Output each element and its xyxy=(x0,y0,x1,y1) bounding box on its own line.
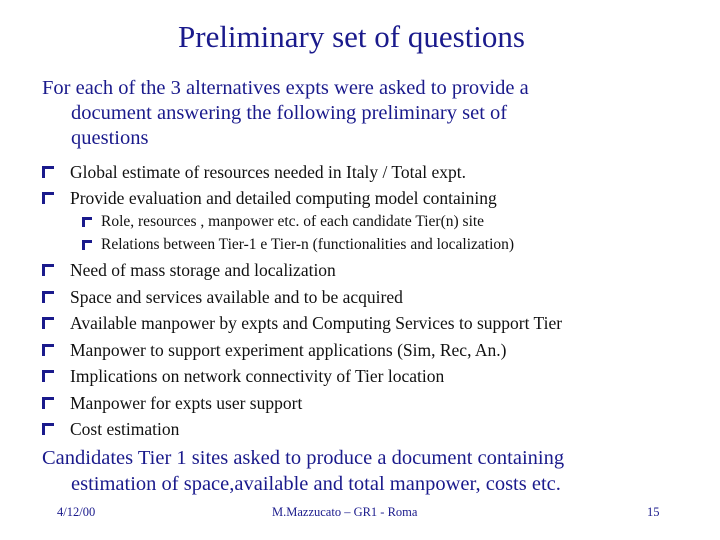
intro-line-1: For each of the 3 alternatives expts were asked to provide a xyxy=(42,77,529,99)
list-item xyxy=(42,310,562,337)
intro-paragraph xyxy=(42,76,642,151)
square-bullet-icon xyxy=(42,317,54,329)
list-item xyxy=(82,233,514,256)
footer-author: M.Mazzucato – GR1 - Roma xyxy=(272,505,418,519)
list-item-text: Cost estimation xyxy=(70,419,180,439)
main-bullet-list xyxy=(42,257,562,443)
outro-line-2: estimation of space,available and total manpower, costs etc. xyxy=(71,473,561,495)
list-item-text: Space and services available and to be acquired xyxy=(70,286,403,307)
list-item-text: Relations between Tier-1 e Tier-n (functionalities and localization) xyxy=(101,236,515,253)
intro-line-3: questions xyxy=(71,127,149,149)
list-item-text: Global estimate of resources needed in Italy / Total expt. xyxy=(70,162,466,182)
square-bullet-icon xyxy=(42,423,54,435)
list-item xyxy=(42,159,497,185)
list-item-text: Manpower to support experiment applications (Sim, Rec, An.) xyxy=(70,339,507,360)
list-item xyxy=(42,363,562,390)
list-item xyxy=(42,416,562,443)
sub-bullet-list xyxy=(82,210,514,256)
list-item-text: Implications on network connectivity of Tier location xyxy=(70,366,445,386)
page-number: 15 xyxy=(647,505,660,519)
square-bullet-icon xyxy=(42,397,54,409)
top-bullet-list xyxy=(42,159,497,211)
square-bullet-icon xyxy=(42,344,54,356)
slide-title: Preliminary set of questions xyxy=(178,19,525,54)
footer-date: 4/12/00 xyxy=(57,505,96,519)
square-bullet-icon xyxy=(42,264,54,276)
list-item xyxy=(42,390,562,417)
outro-paragraph xyxy=(42,445,682,497)
square-bullet-icon xyxy=(42,370,54,382)
list-item xyxy=(42,337,562,364)
square-bullet-icon xyxy=(42,291,54,303)
list-item-text: Manpower for expts user support xyxy=(70,392,303,413)
list-item xyxy=(42,185,497,211)
list-item-text: Need of mass storage and localization xyxy=(70,260,336,280)
list-item-text: Role, resources , manpower etc. of each candidate Tier(n) site xyxy=(101,213,485,230)
square-bullet-icon xyxy=(42,192,54,204)
list-item xyxy=(42,257,562,284)
intro-line-2: document answering the following preliminary set of xyxy=(71,102,508,124)
list-item xyxy=(42,284,562,311)
list-item-text: Available manpower by expts and Computing Services to support Tier xyxy=(70,313,563,333)
list-item xyxy=(82,210,514,233)
list-item-text: Provide evaluation and detailed computing model containing xyxy=(70,188,497,208)
square-bullet-icon xyxy=(42,166,54,178)
square-bullet-icon xyxy=(82,240,92,250)
square-bullet-icon xyxy=(82,217,92,227)
outro-line-1: Candidates Tier 1 sites asked to produce a document containing xyxy=(42,447,565,469)
